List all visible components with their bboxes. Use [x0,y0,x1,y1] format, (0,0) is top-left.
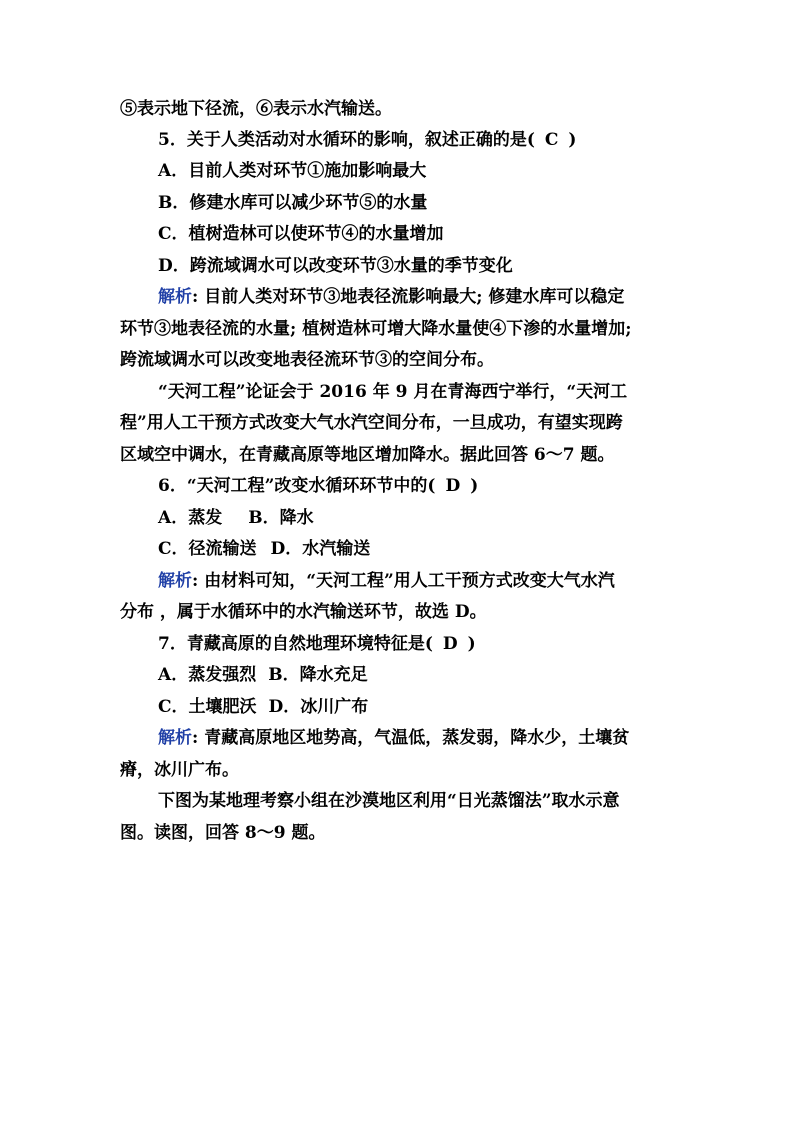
option-d: D．水汽输送 [270,539,371,559]
question-5 [158,129,576,151]
intro-8-9-line1: 下图为某地理考察小组在沙漠地区利用“日光蒸馏法”取水示意 [158,791,620,811]
option-c: C．土壤肥沃 [158,697,257,717]
option-c: C．植树造林可以使环节④的水量增加 [158,224,444,244]
material-line3: 区域空中调水，在青藏高原等地区增加降水。据此回答 6～7 题。 [120,445,615,465]
option-d: D．跨流域调水可以改变环节③水量的季节变化 [158,256,513,276]
question-6 [158,475,478,497]
question-stem: 6．“天河工程”改变水循环环节中的( [158,476,436,496]
option-a: A．蒸发 [158,508,223,528]
options-ab [158,507,314,529]
explanation-text: : 青藏高原地区地势高，气温低，蒸发弱，降水少，土壤贫 [192,728,630,748]
explanation-5-line1 [158,286,624,308]
question-7 [158,633,476,655]
option-b: B．降水 [248,508,314,528]
question-stem: 7．青藏高原的自然地理环境特征是( [158,634,433,654]
explanation-text: : 目前人类对环节③地表径流影响最大; 修建水库可以稳定 [192,287,625,307]
material-line2: 程”用人工干预方式改变大气水汽空间分布，一旦成功，有望实现跨 [120,413,623,433]
explanation-6-line2: 分布 ，属于水循环中的水汽输送环节，故选 D。 [120,602,487,622]
option-b: B．降水充足 [268,665,368,685]
answer-letter: D [442,634,458,654]
option-d: D．冰川广布 [268,697,369,717]
option-a: A．目前人类对环节①施加影响最大 [158,161,427,181]
intro-8-9-line2: 图。读图，回答 8～9 题。 [120,823,326,843]
options-cd [158,696,368,718]
material-line1: “天河工程”论证会于 2016 年 9 月在青海西宁举行，“天河工 [158,382,628,402]
explanation-label: 解析 [158,287,192,307]
options-cd [158,538,370,560]
paren-close: ) [470,476,479,496]
question-stem: 5．关于人类活动对水循环的影响，叙述正确的是( [158,130,535,150]
option-a: A．蒸发强烈 [158,665,257,685]
answer-letter: D [445,476,461,496]
explanation-7-line1 [158,727,629,749]
explanation-label: 解析 [158,571,192,591]
options-ab [158,664,368,686]
option-b: B．修建水库可以减少环节⑤的水量 [158,193,428,213]
paren-close: ) [467,634,476,654]
answer-letter: C [544,130,559,150]
text-line: ⑤表示地下径流，⑥表示水汽输送。 [120,99,392,119]
option-c: C．径流输送 [158,539,257,559]
explanation-5-line2: 环节③地表径流的水量; 植树造林可增大降水量使④下渗的水量增加; [120,319,632,339]
explanation-5-line3: 跨流域调水可以改变地表径流环节③的空间分布。 [120,350,494,370]
explanation-label: 解析 [158,728,192,748]
paren-close: ) [568,130,577,150]
explanation-6-line1 [158,570,615,592]
explanation-text: : 由材料可知，“天河工程”用人工干预方式改变大气水汽 [192,571,615,591]
explanation-7-line2: 瘠，冰川广布。 [120,760,239,780]
